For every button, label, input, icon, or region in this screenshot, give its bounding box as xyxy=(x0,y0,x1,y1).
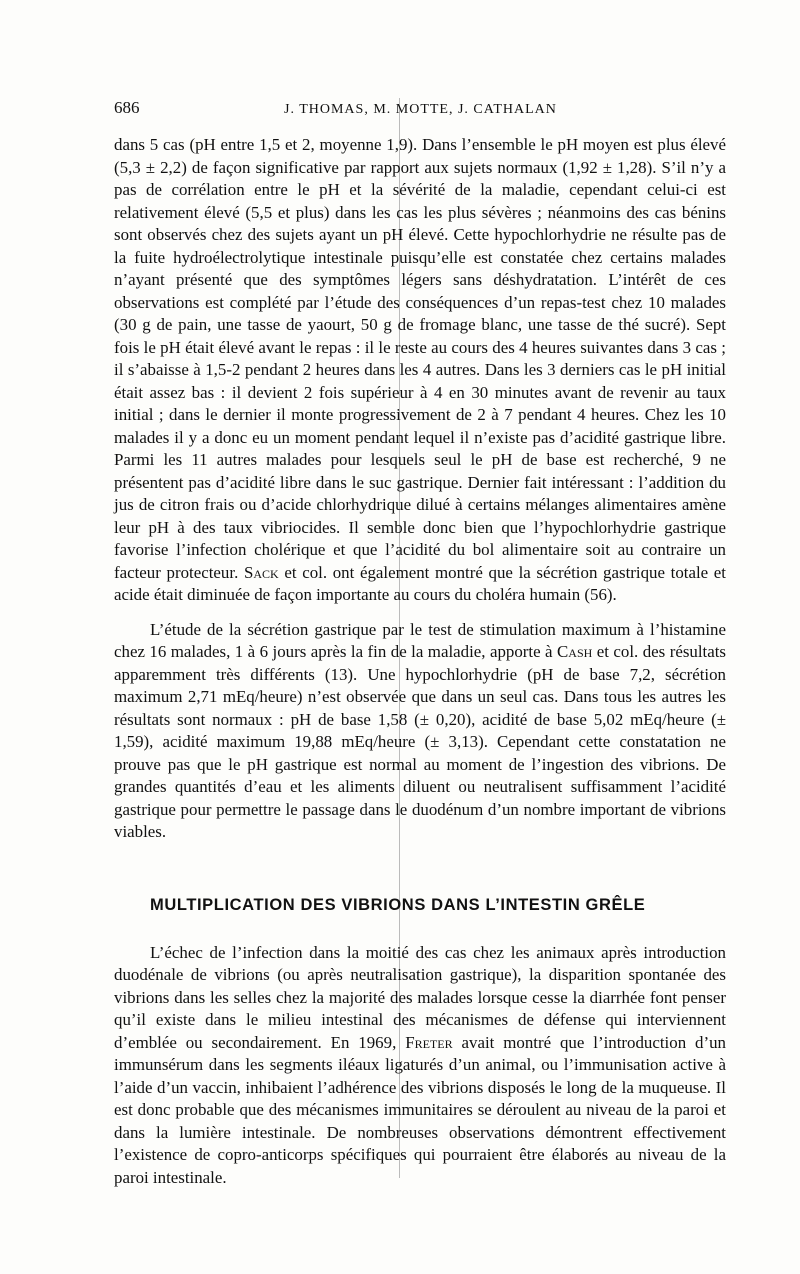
paragraph-3-start: L’échec de l’infection dans la moitié des cas chez les animaux après introduction duodénale de vibrions (ou après neutralisation gastrique), la disparition spontanée des vibrions dans les selles chez la majorité des malades lorsque cesse la diarrhée font penser qu’il existe dans le milieu intestinal des mécanismes de défense qui interviennent d’emblée ou secondairement. En 1969, xyxy=(114,942,726,1052)
paragraph-2 xyxy=(114,619,726,844)
paragraph-3 xyxy=(114,942,726,1190)
author-cash: Cash xyxy=(557,642,593,661)
paragraph-2-start: L’étude de la sécrétion gastrique par le test de stimulation maximum à l’histamine chez 16 malades, 1 à 6 jours après la fin de la maladie, apporte à xyxy=(114,619,726,661)
running-title: J. THOMAS, M. MOTTE, J. CATHALAN xyxy=(284,102,557,117)
author-sack: Sack xyxy=(243,562,279,582)
page-number: 686 xyxy=(114,98,140,117)
section-heading: MULTIPLICATION DES VIBRIONS DANS L’INTESTIN GRÊLE xyxy=(150,895,646,914)
author-freter: Freter xyxy=(405,1032,453,1052)
paragraph-1-text: dans 5 cas (pH entre 1,5 et 2, moyenne 1,9). Dans l’ensemble le pH moyen est plus élevé (5,3 ± 2,2) de façon significative par rapport aux sujets normaux (1,92 ± 1,28). S’il n’y a pas de corrélation entre le pH et la sévérité de la maladie, cependant celui-ci est relativement élevé (5,5 et plus) dans les cas les plus sévères ; néanmoins des cas bénins sont observés chez des sujets ayant un pH élevé. Cette hypochlorhydrie ne résulte pas de la fuite hydroélectrolytique intestinale puisqu’elle est constatée chez certains malades n’ayant présenté que des symptômes légers sans déshydratation. L’intérêt de ces observations est complété par l’étude des conséquences d’un repas-test chez 10 malades (30 g de pain, une tasse de yaourt, 50 g de fromage blanc, une tasse de thé sucré). Sept fois le pH était élevé avant le repas : il le reste au cours des 4 heures suivantes dans 3 cas ; il s’abaisse à 1,5-2 pendant 2 heures dans les 4 autres. Dans les 3 derniers cas le pH initial était assez bas : il devient 2 fois supérieur à 4 en 30 minutes avant de revenir au taux initial ; dans le dernier il monte progressivement de 2 à 7 pendant 4 heures. Chez les 10 malades il y a donc eu un moment pendant lequel il n’existe pas d’acidité gastrique libre. Parmi les 11 autres malades pour lesquels seul le pH de base est recherché, 9 ne présentent pas d’acidité libre dans le suc gastrique. Dernier fait intéressant : l’addition du jus de citron frais ou d’acide chlorhydrique dilué à certains mélanges alimentaires amène leur pH à des taux vibriocides. Il semble donc bien que l’hypochlorhydrie gastrique favorise l’infection cholérique et que l’acidité du bol alimentaire soit au contraire un facteur protecteur. xyxy=(114,135,726,582)
paragraph-1-tail: et col. ont également montré que la sécrétion gastrique totale et acide était diminuée de façon importante au cours du choléra humain (56). xyxy=(114,562,726,604)
page xyxy=(114,98,726,1189)
paragraph-3-rest: avait montré que l’introduction d’un immunsérum dans les segments iléaux ligaturés d’un animal, ou l’immunisation active à l’aide d’un vaccin, inhibaient l’adhérence des vibrions disposés le long de la muqueuse. Il est donc probable que des mécanismes immunitaires se déroulent au niveau de la paroi et dans la lumière intestinale. De nombreuses observations démontrent effectivement l’existence de copro-anticorps spécifiques qui pourraient être élaborés au niveau de la paroi intestinale. xyxy=(114,1032,726,1187)
paragraph-2-rest: et col. des résultats apparemment très différents (13). Une hypochlorhydrie (pH de base 7,2, sécrétion maximum 2,71 mEq/heure) n’est observée que dans un seul cas. Dans tous les autres les résultats sont normaux : pH de base 1,58 (± 0,20), acidité de base 5,02 mEq/heure (± 1,59), acidité maximum 19,88 mEq/heure (± 3,13). Cependant cette constatation ne prouve pas que le pH gastrique est normal au moment de l’ingestion des vibrions. De grandes quantités d’eau et les aliments diluent ou neutralisent suffisamment l’acidité gastrique pour permettre le passage dans le duodénum d’un nombre important de vibrions viables. xyxy=(114,642,726,841)
paragraph-1 xyxy=(114,134,726,607)
running-head xyxy=(114,98,726,128)
